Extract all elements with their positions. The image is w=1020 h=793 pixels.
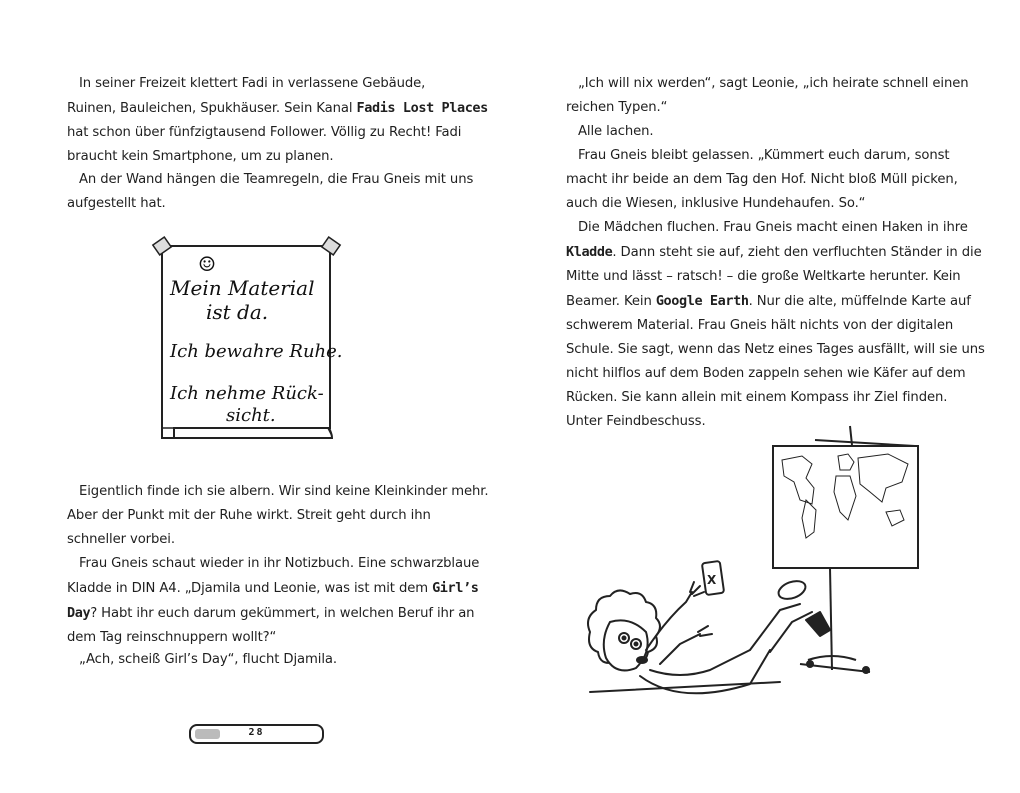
right-paragraph-4 <box>566 216 985 434</box>
world-map-stand <box>773 426 918 673</box>
left-paragraph-3 <box>67 480 488 552</box>
text-line: . Dann steht sie auf, zieht den verfluchten Ständer in die <box>612 245 982 260</box>
rule-3-line-1: Ich nehme Rück- <box>170 383 324 404</box>
text-line: Beamer. Kein <box>566 294 656 309</box>
rule-1-line-2: ist da. <box>206 300 269 324</box>
text-line: reichen Typen.“ <box>566 100 668 115</box>
text-line: Rücken. Sie kann allein mit einem Kompass ihr Ziel finden. <box>566 390 948 405</box>
page-number: 28 <box>248 727 265 738</box>
text-line: Mitte und lässt – ratsch! – die große Weltkarte herunter. Kein <box>566 269 961 284</box>
right-paragraph-2 <box>566 120 653 144</box>
text-line: . Nur die alte, müffelnde Karte auf <box>748 294 971 309</box>
channel-name-highlight: Fadis Lost Places <box>356 100 488 116</box>
text-line: Die Mädchen fluchen. Frau Gneis macht einen Haken in ihre <box>578 220 968 235</box>
girls-day-highlight: Day <box>67 605 91 621</box>
right-paragraph-1 <box>566 72 969 120</box>
right-paragraph-3 <box>566 144 958 216</box>
text-line: Frau Gneis schaut wieder in ihr Notizbuch. Eine schwarzblaue <box>79 556 480 571</box>
text-line: Unter Feindbeschuss. <box>566 414 706 429</box>
rule-2: Ich bewahre Ruhe. <box>170 341 343 362</box>
text-line: nicht hilflos auf dem Boden zappeln sehen wie Käfer auf dem <box>566 366 966 381</box>
text-line: dem Tag reinschnuppern wollt?“ <box>67 630 277 645</box>
left-paragraph-1 <box>67 72 488 169</box>
text-line: In seiner Freizeit klettert Fadi in verlassene Gebäude, <box>79 76 426 91</box>
rule-1-line-1: Mein Material <box>170 276 315 300</box>
text-line: Kladde in DIN A4. „Djamila und Leonie, was ist mit dem <box>67 581 433 596</box>
text-line: braucht kein Smartphone, um zu planen. <box>67 149 334 164</box>
text-line: Schule. Sie sagt, wenn das Netz eines Tages ausfällt, will sie uns <box>566 342 985 357</box>
text-line: „Ich will nix werden“, sagt Leonie, „ich heirate schnell einen <box>578 76 969 91</box>
text-line: schneller vorbei. <box>67 532 175 547</box>
text-line: macht ihr beide an dem Tag den Hof. Nicht bloß Müll picken, <box>566 172 958 187</box>
smartphone-icon <box>702 561 724 595</box>
girls-day-highlight: Girl’s <box>432 580 479 596</box>
text-line: ? Habt ihr euch darum gekümmert, in welchen Beruf ihr an <box>90 606 475 621</box>
text-line: hat schon über fünfzigtausend Follower. Völlig zu Recht! Fadi <box>67 125 462 140</box>
text-line: „Ach, scheiß Girl’s Day“, flucht Djamila. <box>79 652 337 667</box>
text-line: Ruinen, Bauleichen, Spukhäuser. Sein Kanal <box>67 101 357 116</box>
text-line: Eigentlich finde ich sie albern. Wir sind keine Kleinkinder mehr. <box>79 484 489 499</box>
text-line: Alle lachen. <box>578 124 654 139</box>
text-line: auch die Wiesen, inklusive Hundehaufen. So.“ <box>566 196 866 211</box>
left-paragraph-2 <box>67 168 473 216</box>
text-line: aufgestellt hat. <box>67 196 166 211</box>
falling-boy-map-illustration <box>570 420 970 710</box>
left-paragraph-5 <box>67 648 337 672</box>
google-earth-highlight: Google Earth <box>655 293 749 309</box>
phone-x-mark: X <box>707 573 717 587</box>
page-number-bar <box>189 724 324 744</box>
left-paragraph-4 <box>67 552 479 650</box>
kladde-highlight: Kladde <box>566 244 613 260</box>
text-line: Frau Gneis bleibt gelassen. „Kümmert euch darum, sonst <box>578 148 950 163</box>
team-rules-poster <box>150 232 350 452</box>
text-line: schwerem Material. Frau Gneis hält nichts von der digitalen <box>566 318 954 333</box>
smiley-icon: ☺ <box>198 252 216 276</box>
rule-3-line-2: sicht. <box>226 405 276 426</box>
text-line: An der Wand hängen die Teamregeln, die Frau Gneis mit uns <box>79 172 474 187</box>
text-line: Aber der Punkt mit der Ruhe wirkt. Streit geht durch ihn <box>67 508 431 523</box>
